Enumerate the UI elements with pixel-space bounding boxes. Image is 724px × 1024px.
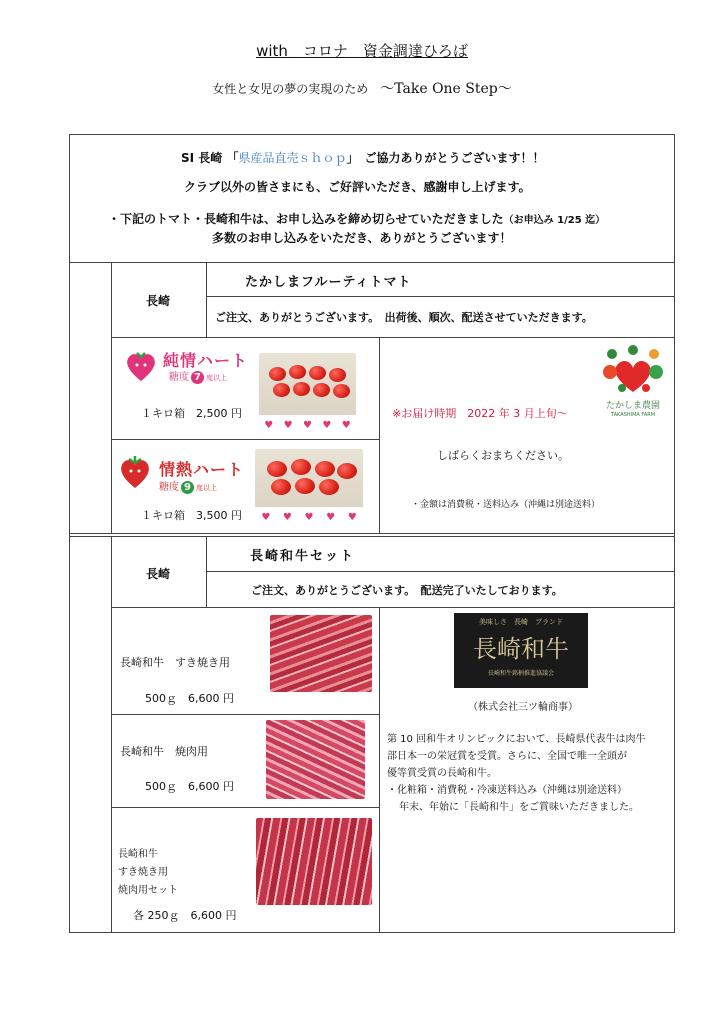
intro-line3-main: ・下記のトマト・長崎和牛は、お申し込みを締め切らせていただきました — [108, 212, 504, 226]
sugar-label-1: 糖度 7 度以上 — [169, 372, 227, 383]
logo-main-text: 長崎和牛 — [473, 635, 569, 663]
section2-region: 長崎 — [146, 567, 171, 581]
nagasaki-wagyu-logo — [454, 613, 588, 688]
heart-tomato-icon — [117, 453, 153, 491]
subtitle-en: ～Take One Step～ — [380, 81, 512, 97]
delivery-period: ※お届け時期 2022 年 3 月上旬～ — [392, 407, 568, 420]
tomato-brand-logo-2 — [117, 451, 257, 495]
wagyu-item-price-1: 500ｇ 6,600 円 — [145, 692, 234, 705]
tomato-box-photo-2: ♥ ♥ ♥ ♥ ♥ — [255, 449, 363, 527]
intro-line1-b: 」 ご協力ありがとうございます！！ — [346, 151, 545, 165]
section1-region: 長崎 — [146, 294, 171, 308]
farm-vegetables-icon — [598, 342, 668, 398]
logo-bottom-text: 長崎和牛銘柄推進協議会 — [487, 670, 554, 677]
section1-message: ご注文、ありがとうございます。 出荷後、順次、配送させていただきます。 — [215, 311, 593, 324]
sugar-label-2: 糖度 9 度以上 — [159, 482, 217, 493]
page-title — [0, 40, 724, 61]
subtitle-ja: 女性と女児の夢の実現のため — [212, 82, 381, 96]
title-main: コロナ 資金調達ひろば — [302, 42, 468, 60]
farm-logo-en: TAKASHIMA FARM — [610, 412, 656, 418]
intro-line4: 多数のお申し込みをいただき、ありがとうございます！ — [212, 231, 512, 245]
intro-line2: クラブ以外の皆さまにも、ご好評いただき、感謝申し上げます。 — [184, 180, 531, 194]
tomato-box-photo-1: ♥ ♥ ♥ ♥ ♥ — [259, 353, 356, 435]
shop-name: 県産品直売ｓｈｏｐ — [238, 151, 347, 165]
heart-tomato-icon — [123, 348, 159, 384]
wait-message: しばらくおまちください。 — [437, 449, 569, 462]
tomato-price-1: １キロ箱 2,500 円 — [141, 407, 242, 420]
section2-product: 長崎和牛セット — [250, 549, 356, 564]
company-name: （株式会社三ツ輪商事） — [468, 702, 578, 713]
tomato-price-2: １キロ箱 3,500 円 — [141, 509, 242, 522]
page-subtitle — [0, 78, 724, 98]
tomato-brand-name-1: 純情ハート — [163, 351, 249, 370]
logo-top-text: 美味しさ 長崎 ブランド — [479, 618, 563, 626]
tax-note: ・金額は消費税・送料込み（沖縄は別途送料） — [411, 500, 601, 510]
intro-line1 — [181, 149, 545, 166]
wagyu-sukiyaki-photo — [270, 615, 372, 692]
intro-line3 — [108, 210, 605, 227]
wagyu-yakiniku-photo — [266, 720, 365, 799]
sugar-value-2: 9 — [181, 481, 194, 494]
takashima-farm-logo — [598, 342, 668, 424]
wagyu-description: 第 10 回和牛オリンピックにおいて、長崎県代表牛は肉牛 部日本一の栄冠賞を受賞。さらに、全国で唯一全頭が 優等賞受賞の長崎和牛。 ・化粧箱・消費税・冷凍送料込み（沖縄は別途送料） 年末、年始に「長崎和牛」をご賞味いただきました。 — [387, 734, 646, 813]
wagyu-item-price-2: 500ｇ 6,600 円 — [145, 780, 234, 793]
title-prefix: with — [256, 42, 288, 60]
farm-logo-ja: たかしま農園 — [605, 401, 660, 411]
wagyu-item-price-3: 各 250ｇ 6,600 円 — [133, 909, 237, 922]
intro-line1-a: SI 長崎 「 — [181, 151, 239, 165]
wagyu-set-photo — [256, 818, 372, 905]
section1-product: たかしまフルーティトマト — [245, 275, 412, 290]
wagyu-item-name-3: 長崎和牛 すき焼き用 焼肉用セット — [118, 849, 178, 896]
tomato-brand-name-2: 情熱ハート — [159, 460, 245, 479]
wagyu-item-name-1: 長崎和牛 すき焼き用 — [120, 656, 230, 669]
tomato-brand-logo-1 — [123, 346, 258, 386]
intro-line3-note: （お申込み 1/25 迄） — [503, 215, 606, 226]
wagyu-item-name-2: 長崎和牛 焼肉用 — [120, 745, 208, 758]
sugar-value-1: 7 — [191, 371, 204, 384]
section2-message: ご注文、ありがとうございます。 配送完了いたしております。 — [251, 584, 563, 597]
